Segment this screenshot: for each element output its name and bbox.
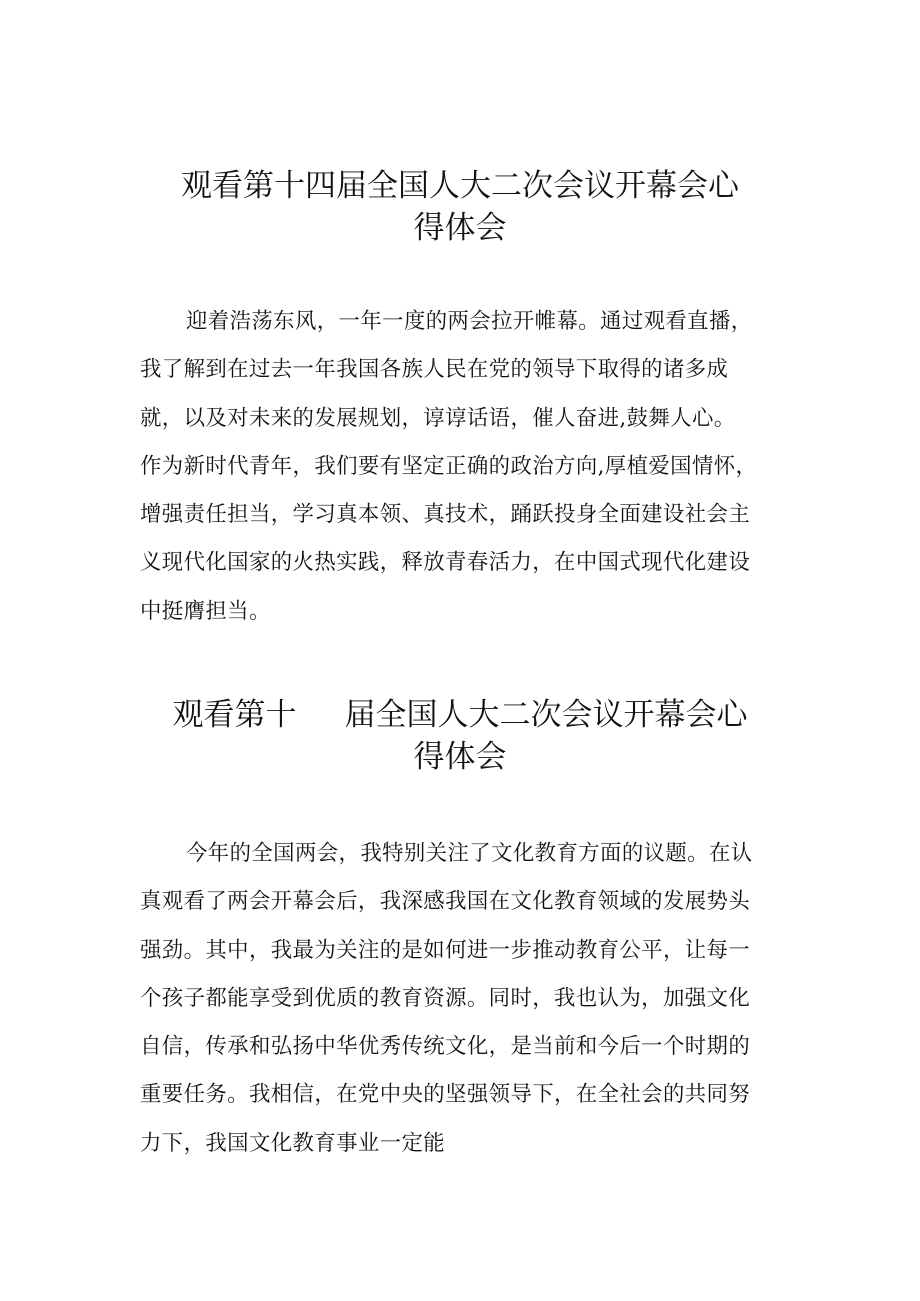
section1-paragraph xyxy=(140,298,790,636)
section1-line-2: 我了解到在过去一年我国各族人民在党的领导下取得的诸多成 xyxy=(140,357,729,383)
section2-line-4: 个孩子都能享受到优质的教育资源。同时，我也认为，加强文化 xyxy=(140,985,751,1011)
section1-line-3: 就，以及对未来的发展规划，谆谆话语，催人奋进,鼓舞人心。 xyxy=(140,405,736,431)
section1-line-4: 作为新时代青年，我们要有坚定正确的政治方向,厚植爱国情怀， xyxy=(140,453,758,479)
section2-title-line2: 得体会 xyxy=(413,739,507,775)
section2-line-1: 今年的全国两会，我特别关注了文化教育方面的议题。在认 xyxy=(186,841,753,866)
section1-title-line1: 观看第十四届全国人大二次会议开幕会心 xyxy=(181,168,739,204)
section2-title-line1 xyxy=(0,694,920,736)
section2-title-part1: 观看第十 xyxy=(172,697,297,733)
section2-line-2: 真观看了两会开幕会后，我深感我国在文化教育领域的发展势头 xyxy=(140,889,751,915)
section2-line-3: 强劲。其中，我最为关注的是如何进一步推动教育公平，让每一 xyxy=(140,937,751,963)
section1-line-6: 义现代化国家的火热实践，释放青春活力，在中国式现代化建设 xyxy=(140,550,751,576)
section1-title xyxy=(0,165,920,249)
section1-line-5: 增强责任担当，学习真本领、真技术，踊跃投身全面建设社会主 xyxy=(140,502,751,528)
section2-title xyxy=(0,694,920,778)
section1-line-7: 中挺膺担当。 xyxy=(140,598,271,624)
section2-title-part2: 届全国人大二次会议开幕会心 xyxy=(344,697,748,733)
section2-line-7: 力下，我国文化教育事业一定能 xyxy=(140,1130,446,1156)
section2-line-6: 重要任务。我相信，在党中央的坚强领导下，在全社会的共同努 xyxy=(140,1082,751,1108)
section1-title-line2: 得体会 xyxy=(413,210,507,246)
section2-paragraph xyxy=(140,830,790,1168)
section1-line-1: 迎着浩荡东风，一年一度的两会拉开帷幕。通过观看直播， xyxy=(186,309,753,334)
section2-line-5: 自信，传承和弘扬中华优秀传统文化，是当前和今后一个时期的 xyxy=(140,1034,751,1060)
